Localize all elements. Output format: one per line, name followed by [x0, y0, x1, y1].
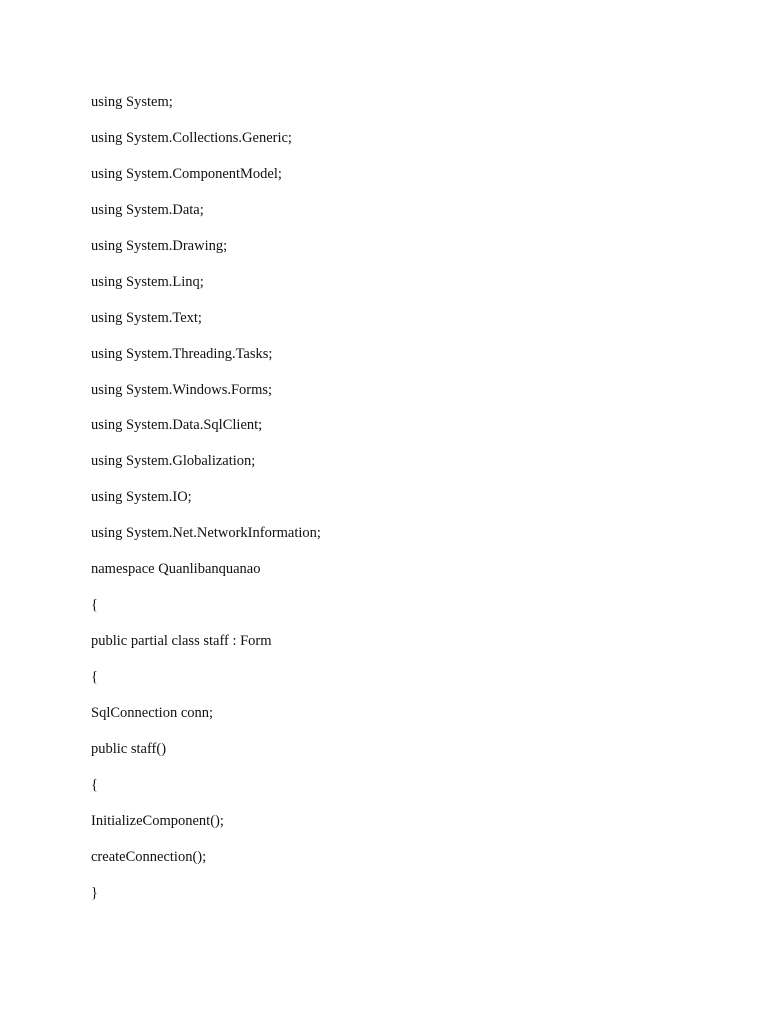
code-line: using System; — [91, 94, 173, 110]
code-line: using System.Text; — [91, 309, 202, 326]
code-line: using System.IO; — [91, 489, 192, 506]
code-line: } — [91, 884, 98, 901]
code-line: using System.Linq; — [91, 273, 204, 290]
code-line: { — [91, 669, 98, 685]
code-line: using System.Data; — [91, 201, 204, 218]
code-line: using System.Net.NetworkInformation; — [91, 525, 321, 542]
code-line: { — [91, 597, 98, 614]
code-line: using System.ComponentModel; — [91, 165, 282, 182]
code-line: using System.Data.SqlClient; — [91, 417, 263, 434]
code-line: InitializeComponent(); — [91, 812, 224, 829]
code-line: public staff() — [91, 740, 167, 757]
code-line: using System.Threading.Tasks; — [91, 345, 273, 362]
code-line: using System.Globalization; — [91, 453, 256, 470]
code-line: createConnection(); — [91, 848, 207, 865]
code-line: using System.Windows.Forms; — [91, 381, 273, 398]
code-line: using System.Collections.Generic; — [91, 129, 292, 146]
code-line: public partial class staff : Form — [91, 633, 272, 650]
code-line: SqlConnection conn; — [91, 704, 214, 721]
code-line: { — [91, 776, 98, 793]
code-line: using System.Drawing; — [91, 237, 228, 254]
code-line: namespace Quanlibanquanao — [91, 561, 261, 578]
code-listing — [91, 92, 321, 919]
